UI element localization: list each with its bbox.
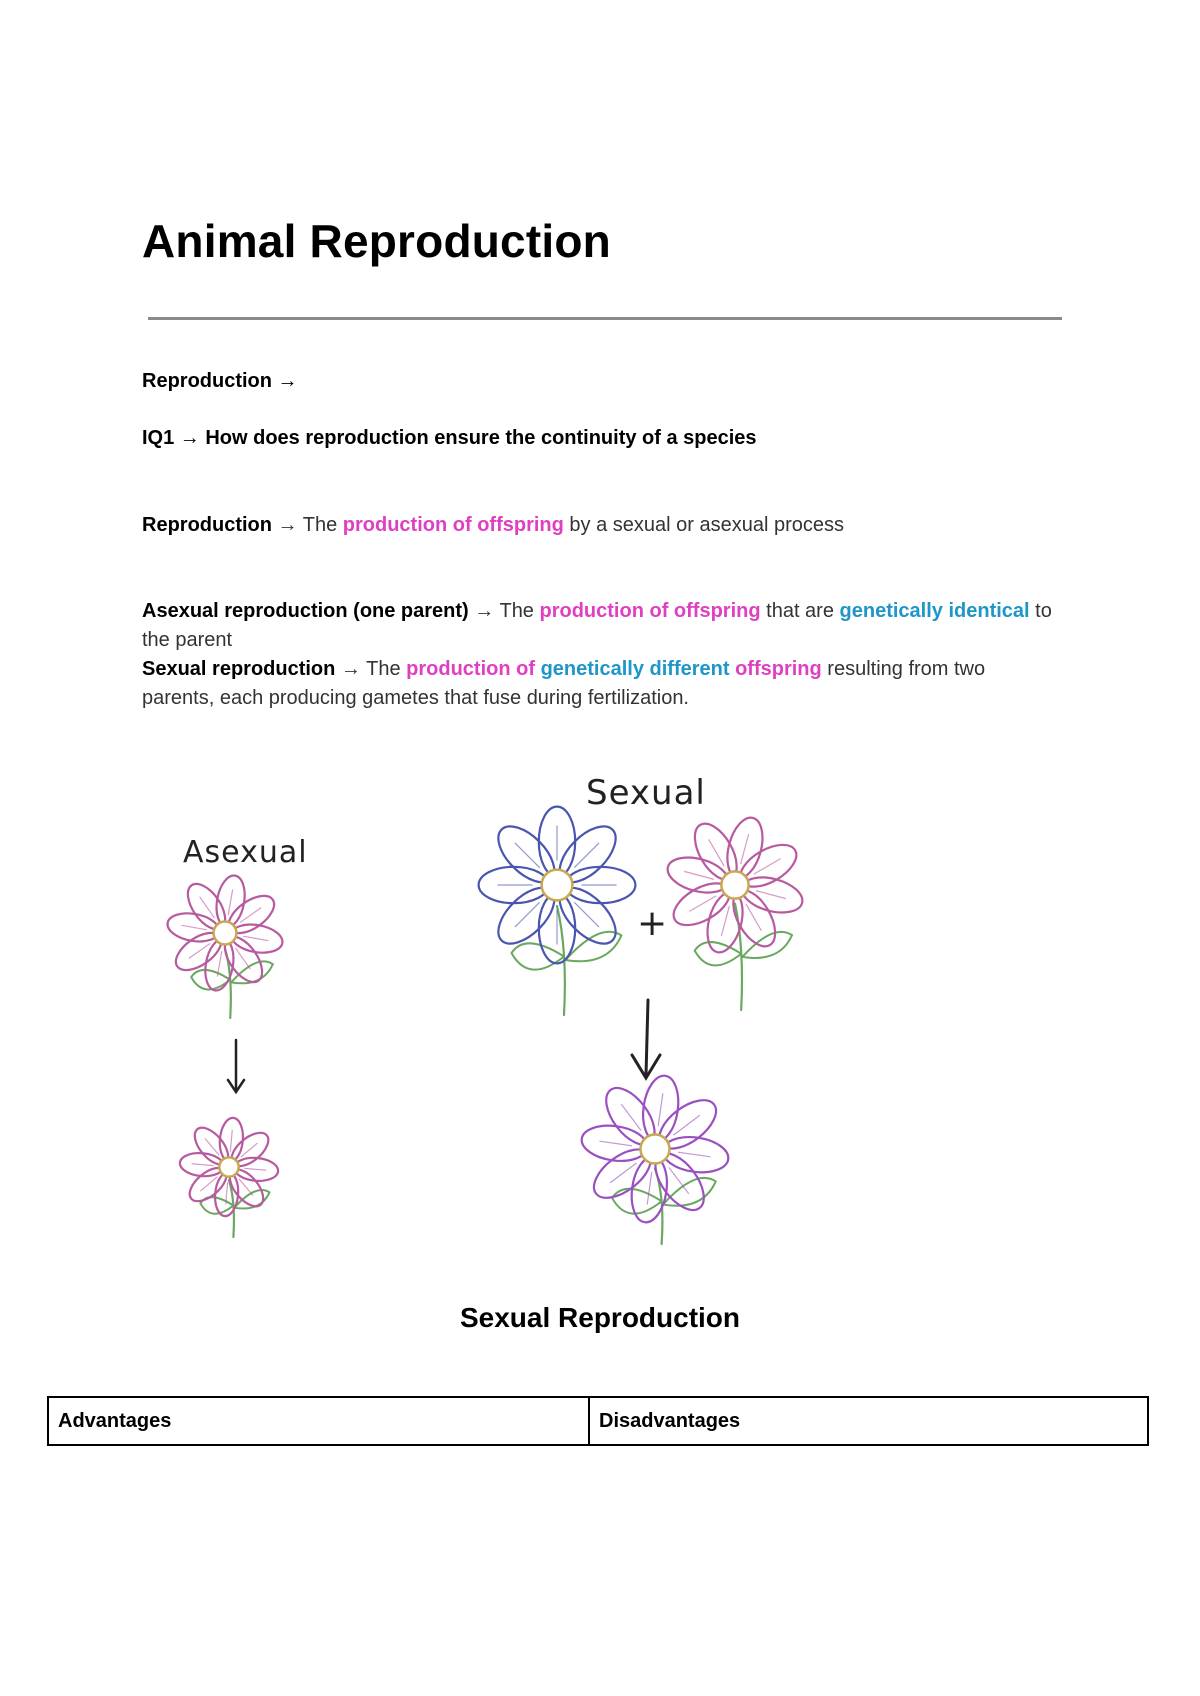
section-title: Sexual Reproduction <box>459 1302 741 1333</box>
sexual-label: Sexual <box>586 773 706 813</box>
asexual-label: Asexual <box>183 835 308 870</box>
table-header-row <box>48 1397 1148 1445</box>
flower-icon <box>165 873 284 1018</box>
inquiry-question-1: IQ1 → How does reproduction ensure the continuity of a species <box>142 427 757 449</box>
flower-icon <box>179 1117 279 1237</box>
table-header-advantages: Advantages <box>48 1397 589 1445</box>
definition-sexual: Sexual reproduction → The production of genetically different offspring resulting from two parents, each producing gametes that fuse during fertilization. <box>142 658 986 709</box>
arrow-down-icon <box>632 1000 660 1078</box>
reproduction-heading: Reproduction → <box>142 370 298 392</box>
advantages-table <box>47 1396 1149 1446</box>
arrow-down-icon <box>228 1040 244 1092</box>
flower-icon <box>664 814 806 1010</box>
definition-asexual: Asexual reproduction (one parent) → The production of offspring that are genetically identical to the parent <box>142 600 1052 651</box>
flower-icon <box>579 1073 730 1244</box>
flower-icon <box>479 807 636 1015</box>
table-header-disadvantages: Disadvantages <box>589 1397 1148 1445</box>
page-title: Animal Reproduction <box>142 215 611 267</box>
plus-sign: + <box>637 903 669 944</box>
definition-reproduction: Reproduction → The production of offspring by a sexual or asexual process <box>142 514 845 536</box>
